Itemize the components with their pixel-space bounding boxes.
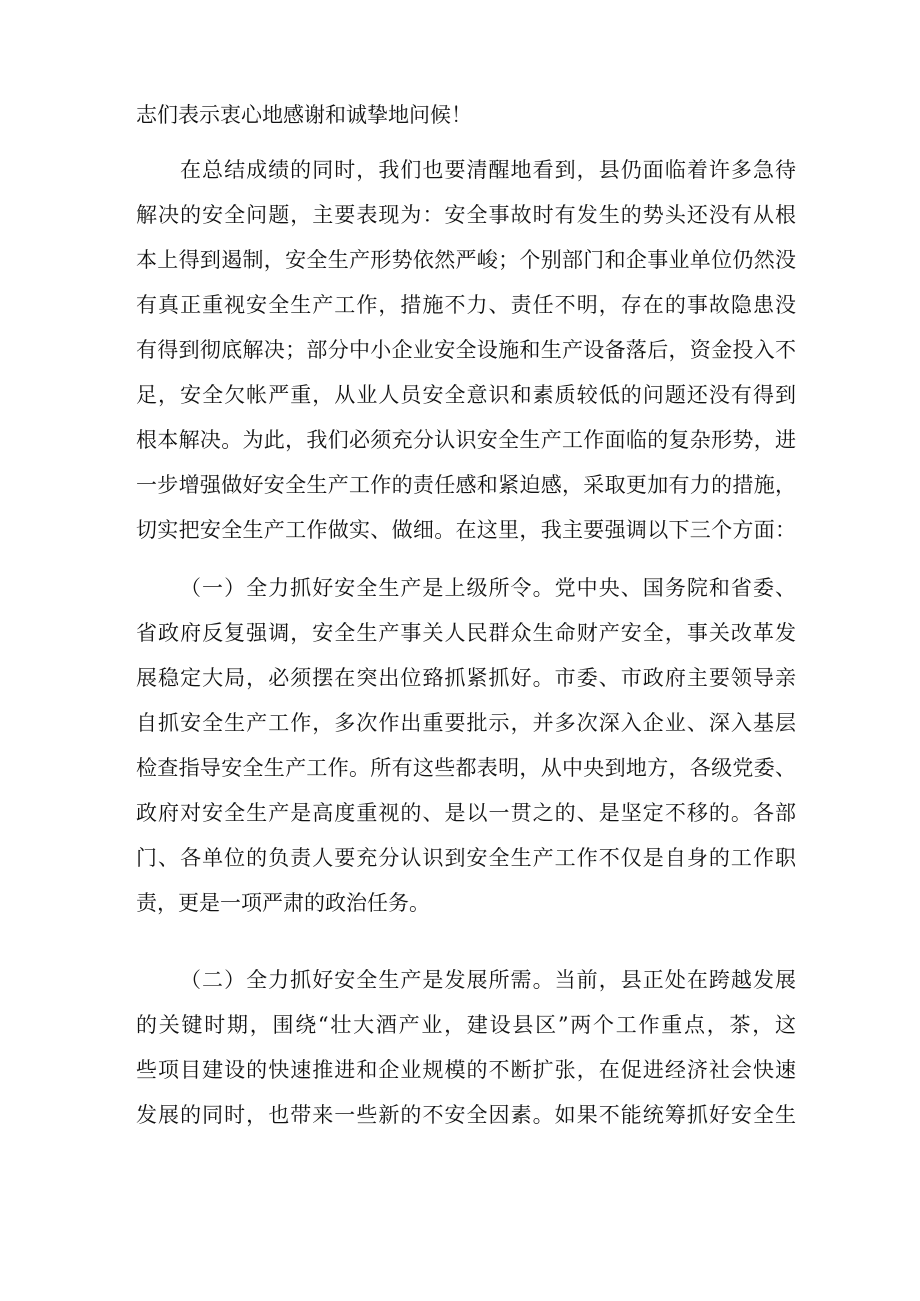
text-line: 解决的安全问题，主要表现为：安全事故时有发生的势头还没有从根 bbox=[136, 203, 796, 227]
text-line: 的关键时期，围绕“壮大酒产业，建设县区”两个工作重点，茶，这 bbox=[136, 1013, 796, 1037]
text-line: 有真正重视安全生产工作，措施不力、责任不明，存在的事故隐患没 bbox=[136, 293, 796, 317]
text-line: （二）全力抓好安全生产是发展所需。当前，县正处在跨越发展 bbox=[180, 968, 796, 992]
text-line: 在总结成绩的同时，我们也要清醒地看到，县仍面临着许多急待 bbox=[180, 158, 796, 182]
text-line: 根本解决。为此，我们必须充分认识安全生产工作面临的复杂形势，进 bbox=[136, 428, 796, 452]
text-line: 发展的同时，也带来一些新的不安全因素。如果不能统筹抓好安全生 bbox=[136, 1103, 796, 1127]
text-line: 切实把安全生产工作做实、做细。在这里，我主要强调以下三个方面： bbox=[136, 518, 796, 542]
text-line: 足，安全欠帐严重，从业人员安全意识和素质较低的问题还没有得到 bbox=[136, 383, 796, 407]
text-line: 自抓安全生产工作，多次作出重要批示，并多次深入企业、深入基层 bbox=[136, 711, 796, 735]
text-line: 一步增强做好安全生产工作的责任感和紧迫感，采取更加有力的措施， bbox=[136, 473, 796, 497]
text-line: 检查指导安全生产工作。所有这些都表明，从中央到地方，各级党委、 bbox=[136, 756, 796, 780]
text-line: 省政府反复强调，安全生产事关人民群众生命财产安全，事关改革发 bbox=[136, 621, 796, 645]
text-line: （一）全力抓好安全生产是上级所令。党中央、国务院和省委、 bbox=[180, 576, 796, 600]
text-line: 些项目建设的快速推进和企业规模的不断扩张，在促进经济社会快速 bbox=[136, 1058, 796, 1082]
text-line: 展稳定大局，必须摆在突出位臵抓紧抓好。市委、市政府主要领导亲 bbox=[136, 666, 796, 690]
text-line: 责，更是一项严肃的政治任务。 bbox=[136, 891, 430, 915]
text-line: 本上得到遏制，安全生产形势依然严峻；个别部门和企事业单位仍然没 bbox=[136, 248, 796, 272]
text-line: 有得到彻底解决；部分中小企业安全设施和生产设备落后，资金投入不 bbox=[136, 338, 796, 362]
text-line: 政府对安全生产是高度重视的、是以一贯之的、是坚定不移的。各部 bbox=[136, 801, 796, 825]
text-line: 志们表示衷心地感谢和诚挚地问候！ bbox=[136, 103, 472, 127]
text-line: 门、各单位的负责人要充分认识到安全生产工作不仅是自身的工作职 bbox=[136, 846, 796, 870]
